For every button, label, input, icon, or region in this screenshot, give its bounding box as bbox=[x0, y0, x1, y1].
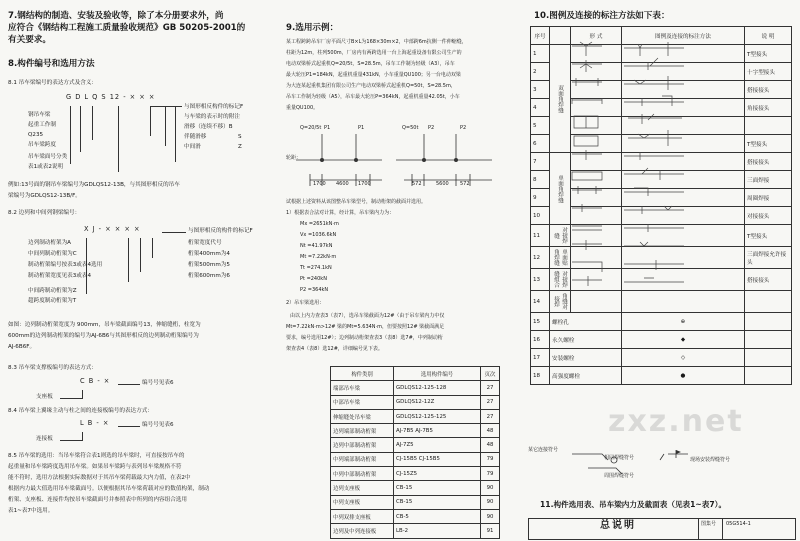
weld-desc bbox=[745, 117, 792, 135]
leader-line bbox=[152, 238, 153, 258]
example-line: 柱距为12m，柱列500m，厂房内有两跨选用一台上海起重设备有限公司生产的 bbox=[286, 50, 462, 56]
section-10-title: 10.图例及连接的标注方法如下表： bbox=[534, 11, 670, 21]
table-cell: AJ-7B5 AJ-7B5 bbox=[394, 424, 481, 438]
table-cell: LB-2 bbox=[394, 524, 481, 538]
section-8-5-line: 8.5 吊车梁的选用：当吊车梁符合表1则选的吊车梁时，可直接按吊车的 bbox=[8, 453, 185, 459]
gdl-label: 表1或表2说明 bbox=[28, 164, 64, 170]
gdl-right-label: 伴随滑移 bbox=[184, 134, 207, 140]
weld-desc: 周圈焊接 bbox=[745, 189, 792, 207]
group-label: 单面贴角焊缝 bbox=[550, 247, 571, 269]
row-number: 5 bbox=[531, 117, 550, 135]
xj-label: 超跨度制动桁架为T bbox=[28, 298, 77, 304]
erection-bolt-icon: ◇ bbox=[622, 349, 745, 367]
leader-line bbox=[165, 106, 166, 146]
table-cell: CJ-15B5 CJ-15B5 bbox=[394, 452, 481, 466]
leader-line bbox=[150, 106, 182, 107]
weld-desc: T型接头 bbox=[745, 45, 792, 63]
section-8-5-line: 表1~表7中选用。 bbox=[8, 508, 54, 514]
table-cell: 中列支座板 bbox=[331, 495, 394, 509]
table-cell: 边列端部制动桁架 bbox=[331, 424, 394, 438]
weld-desc: T型接头 bbox=[745, 225, 792, 247]
leader-line bbox=[70, 106, 71, 164]
table-cell: 中列双排支座板 bbox=[331, 509, 394, 523]
calc-line: 试根据上述资料从该图整吊车梁型号，制动桁架的截面并选用。 bbox=[286, 199, 427, 205]
cb-code: C B - × bbox=[80, 377, 111, 385]
table-row bbox=[331, 395, 500, 409]
section-8-3: 8.3 吊车梁支撑板编号的表达方式： bbox=[8, 365, 97, 371]
calc-line: Vx =1036.6kN bbox=[300, 232, 337, 238]
xj-right-label: 桁架宽度代号 bbox=[188, 240, 222, 246]
gdl-right-label: 中间滑 bbox=[184, 144, 201, 150]
dim-right: 572 bbox=[412, 181, 422, 187]
table-cell: CB-15 bbox=[394, 495, 481, 509]
table-row bbox=[331, 509, 500, 523]
xj-label: 中间列制动桁架为C bbox=[28, 251, 77, 257]
row-number: 8 bbox=[531, 171, 550, 189]
row-number: 13 bbox=[531, 269, 550, 291]
leader-line bbox=[92, 106, 93, 140]
lb-label-right: 编号号见表6 bbox=[142, 422, 174, 428]
group-label: 单面角焊缝 bbox=[550, 153, 571, 225]
weld-desc: 三面焊接 bbox=[745, 171, 792, 189]
table-cell: 端部吊车梁 bbox=[331, 381, 394, 395]
gdl-label: 吊车梁面号分类 bbox=[28, 154, 68, 160]
xj-right-label: 与图形相反的构件的标记F bbox=[188, 228, 253, 234]
table-cell: CB-5 bbox=[394, 509, 481, 523]
leader-line bbox=[82, 432, 83, 440]
section-7-line3: 有关要求。 bbox=[8, 35, 51, 45]
row-number: 7 bbox=[531, 153, 550, 171]
legend-symbols bbox=[568, 446, 768, 482]
table-row bbox=[331, 524, 500, 538]
weld-desc: 十字型接头 bbox=[745, 63, 792, 81]
gdl-label: 吊车梁跨度 bbox=[28, 142, 56, 148]
section-9-title: 9.选用示例： bbox=[286, 23, 339, 33]
table-header-row bbox=[331, 367, 500, 381]
example-line: 电动双梁桥式起重机Q=20/5t，S=28.5m，吊车工作制为轻级（A3），吊车 bbox=[286, 61, 455, 67]
weld-sketches bbox=[568, 40, 744, 360]
gdl-right-label: 与车梁的表示时的附注 bbox=[184, 114, 240, 120]
calc-line: 要求，编号选用12#）；边列制动桁架查表3（表8）选7#，中列制动桁 bbox=[286, 335, 443, 341]
example-2-line3: AJ-6B6F。 bbox=[8, 344, 36, 350]
section-7-line2: 应符合《钢结构工程施工质量验收规范》GB 50205-2001的 bbox=[8, 23, 246, 33]
table-header: 构件类别 bbox=[331, 367, 394, 381]
leader-line bbox=[60, 440, 83, 441]
bolt-hole-icon: ⊕ bbox=[622, 313, 745, 331]
example-2-line2: 600mm的边列制动桁架的编号为AJ-6B6与其图形相反的边列制动桁架编号为 bbox=[8, 333, 199, 339]
row-number: 14 bbox=[531, 291, 550, 313]
leader-line bbox=[80, 106, 81, 152]
weld-desc: 搭接接头 bbox=[745, 81, 792, 99]
watermark: zxz.net bbox=[608, 404, 744, 439]
calc-line: Tt =274.1kN bbox=[300, 265, 332, 271]
table-cell: CB-15 bbox=[394, 481, 481, 495]
table-cell: 伸缩缝处吊车梁 bbox=[331, 409, 394, 423]
table-cell: 27 bbox=[481, 409, 500, 423]
section-11: 11.构件选用表、吊车梁内力及截面表（见表1~表7）。 bbox=[540, 500, 727, 509]
leader-line bbox=[128, 238, 129, 282]
p-label: P2 bbox=[460, 125, 467, 131]
table-cell: 90 bbox=[481, 509, 500, 523]
title-block bbox=[528, 518, 796, 540]
xj-right-label: 桁架600mm为6 bbox=[188, 273, 230, 279]
dim-left: 1700 bbox=[313, 181, 326, 187]
weld-desc: 对接接头 bbox=[745, 207, 792, 225]
calc-line: Mt=7.22kN·m>12# 梁的Mt=5.634N·m，但要按照12# 梁截面满足 bbox=[286, 324, 445, 330]
group-label: 角缝对接焊 bbox=[550, 291, 571, 313]
table-header: 形 式 bbox=[571, 27, 622, 45]
example-line: 某工程跨跨吊车厂房平面尺寸B×L为168×30m×2，中部跨6m抗侧一件伸缩缝， bbox=[286, 39, 467, 45]
calc-line: Nt =41.97kN bbox=[300, 243, 333, 249]
bolt-label: 永久螺栓 bbox=[550, 331, 622, 349]
leader-line bbox=[140, 238, 141, 272]
gdl-right-code: Z bbox=[238, 144, 242, 150]
leader-line bbox=[162, 232, 186, 233]
xj-label: 制动桁架编号按表3或表4选用 bbox=[28, 262, 103, 268]
xj-right-label: 桁架400mm为4 bbox=[188, 251, 230, 257]
table-header: 说 明 bbox=[745, 27, 792, 45]
footer-code: 05G514-1 bbox=[726, 521, 751, 527]
cb-label-left: 支座板 bbox=[36, 394, 53, 400]
table-cell: 中列端部制动桁架 bbox=[331, 452, 394, 466]
table-cell: 中部吊车梁 bbox=[331, 395, 394, 409]
weld-desc: 搭接接头 bbox=[745, 153, 792, 171]
permanent-bolt-icon: ◆ bbox=[622, 331, 745, 349]
example-1-line1: 例如:13号面的钢吊车梁编号为GDLQS12-13B，与其图形相反的吊车 bbox=[8, 182, 180, 188]
weld-desc bbox=[745, 367, 792, 385]
gdl-label: Q235 bbox=[28, 132, 44, 138]
selection-table bbox=[330, 366, 500, 539]
table-cell: CJ-15Z5 bbox=[394, 467, 481, 481]
cb-label-right: 编号号见表6 bbox=[142, 380, 174, 386]
weld-desc: T型接头 bbox=[745, 135, 792, 153]
table-cell: 91 bbox=[481, 524, 500, 538]
table-header: 页次 bbox=[481, 367, 500, 381]
bolt-label: 高强度螺栓 bbox=[550, 367, 622, 385]
section-8-5-line: 起重量和吊车梁跨度选用吊车梁。如果吊车梁跨与表列吊车梁规格不符 bbox=[8, 464, 182, 470]
row-number: 9 bbox=[531, 189, 550, 207]
table-row bbox=[331, 424, 500, 438]
table-cell: 90 bbox=[481, 481, 500, 495]
row-number: 1 bbox=[531, 45, 550, 63]
example-1-line2: 梁编号为GDLQS12-13B/F。 bbox=[8, 193, 81, 199]
leader-line bbox=[118, 426, 140, 427]
section-8-2: 8.2 边列和中间列钢梁编号： bbox=[8, 210, 81, 216]
table-cell: GDLQS12-125-128 bbox=[394, 381, 481, 395]
gdl-label: 起重工作制 bbox=[28, 122, 56, 128]
row-number: 2 bbox=[531, 63, 550, 81]
high-strength-bolt-icon: ● bbox=[622, 367, 745, 385]
weld-desc: 搭接接头 bbox=[745, 269, 792, 291]
support-label: 轮距： bbox=[286, 155, 302, 161]
table-cell: 边列中部制动桁架 bbox=[331, 438, 394, 452]
table-header: 序号 bbox=[531, 27, 550, 45]
row-number: 18 bbox=[531, 367, 550, 385]
calc-line: Pt =240kN bbox=[300, 276, 327, 282]
example-line: 重量QU100。 bbox=[286, 105, 319, 111]
load-right: Q=50t bbox=[402, 125, 419, 131]
p-label: P1 bbox=[358, 125, 365, 131]
row-number: 11 bbox=[531, 225, 550, 247]
table-row bbox=[331, 409, 500, 423]
footer-title: 总说明 bbox=[600, 520, 636, 531]
table-cell: AJ-7Z5 bbox=[394, 438, 481, 452]
table-cell: 90 bbox=[481, 495, 500, 509]
example-line: 吊车工作制为轻级（A5），吊车最大轮压P=364kN，起重机重量42.05t，小车 bbox=[286, 94, 460, 100]
table-row bbox=[331, 495, 500, 509]
weld-desc bbox=[745, 349, 792, 367]
footer-label: 图集号 bbox=[701, 521, 717, 527]
dim-left: 1700 bbox=[358, 181, 371, 187]
title-block-divider bbox=[698, 518, 699, 539]
table-cell: 27 bbox=[481, 395, 500, 409]
table-cell: 边列及中列连接板 bbox=[331, 524, 394, 538]
row-number: 4 bbox=[531, 99, 550, 117]
calc-line: Mt =7.22kN·m bbox=[300, 254, 337, 260]
section-8-5-line: 能不符时，选用方法根据实际数据对于其吊车梁荷载最大内力值，在表2中 bbox=[8, 475, 191, 481]
calc-line: 架查表4（表8）选12#，详细编号见下表。 bbox=[286, 346, 383, 352]
table-cell: 边列支座板 bbox=[331, 481, 394, 495]
leader-line bbox=[118, 384, 140, 385]
gdl-right-label: 滑移（连续不移）B bbox=[184, 124, 233, 130]
table-header: 选用构件编号 bbox=[394, 367, 481, 381]
lb-code: L B - × bbox=[80, 419, 110, 427]
row-number: 15 bbox=[531, 313, 550, 331]
xj-right-label: 桁架500mm为5 bbox=[188, 262, 230, 268]
section-8-1: 8.1 吊车梁编号的表达方式及含义： bbox=[8, 80, 97, 86]
example-line: 最大轮压P1=184kN，起重机重量431kN，小车重量QU100；另一台电动双梁 bbox=[286, 72, 461, 78]
title-block-divider bbox=[722, 518, 723, 539]
row-number: 10 bbox=[531, 207, 550, 225]
table-row bbox=[331, 438, 500, 452]
table-row bbox=[331, 467, 500, 481]
row-number: 17 bbox=[531, 349, 550, 367]
xj-label: 中间跨制动桁架为Z bbox=[28, 288, 77, 294]
xj-code: X J - × × × × bbox=[84, 225, 141, 233]
leader-line bbox=[118, 106, 119, 172]
leader-line bbox=[82, 390, 83, 398]
gdl-code: G D L Q S 12 - × × × bbox=[66, 93, 156, 101]
section-8-title: 8.构件编号和选用方法 bbox=[8, 59, 95, 69]
calc-line: Mx =2651kN·m bbox=[300, 221, 339, 227]
group-label: 对接焊缝组合 bbox=[550, 269, 571, 291]
xj-label: 制动桁架宽度见表3或表4 bbox=[28, 273, 92, 279]
weld-desc: 角接接头 bbox=[745, 99, 792, 117]
table-row bbox=[531, 367, 792, 385]
row-number: 12 bbox=[531, 247, 550, 269]
section-8-4: 8.4 吊车梁上翼缘主动与柱之间的连接板编号的表达方式： bbox=[8, 408, 153, 414]
weld-desc bbox=[745, 291, 792, 313]
bolt-label: 安装螺栓 bbox=[550, 349, 622, 367]
dim-right: 572 bbox=[460, 181, 470, 187]
calc-line: 1）根据表合法对计算，经计算，吊车梁内力为： bbox=[286, 210, 395, 216]
example-line: 为大连某起重机集团有限公司生产电动双梁桥式起重机Q=50t，S=28.5m， bbox=[286, 83, 456, 89]
weld-desc: 三面焊接允许接头 bbox=[745, 247, 792, 269]
calc-line: 由以上内力查表3（表7），选吊车梁截面为12#（由于吊车梁内力中仅 bbox=[290, 313, 445, 319]
table-row bbox=[331, 381, 500, 395]
gdl-label: 钢吊车梁 bbox=[28, 112, 51, 118]
row-number: 3 bbox=[531, 81, 550, 99]
table-cell: 27 bbox=[481, 381, 500, 395]
weld-desc bbox=[745, 331, 792, 349]
p-label: P2 bbox=[428, 125, 435, 131]
dim-left: 4600 bbox=[336, 181, 349, 187]
table-cell: GDLQS12-12Z bbox=[394, 395, 481, 409]
table-row bbox=[331, 481, 500, 495]
table-cell: GDLQS12-125-125 bbox=[394, 409, 481, 423]
table-row bbox=[331, 452, 500, 466]
gdl-right-code: S bbox=[238, 134, 242, 140]
group-label: 双面角焊缝 bbox=[550, 45, 571, 153]
p-label: P1 bbox=[324, 125, 331, 131]
row-number: 6 bbox=[531, 135, 550, 153]
xj-label: 边列制动桁架为A bbox=[28, 240, 71, 246]
row-number: 16 bbox=[531, 331, 550, 349]
legend-same-weld-label: 相同焊缝符号 bbox=[604, 455, 635, 461]
legend-other-label: 某它连接符号 bbox=[528, 447, 559, 453]
weld-desc bbox=[745, 313, 792, 331]
table-cell: 中列中部制动桁架 bbox=[331, 467, 394, 481]
calc-line: 2）吊车梁选用： bbox=[286, 300, 325, 306]
leader-line bbox=[60, 398, 83, 399]
load-left: Q=20/5t bbox=[300, 125, 322, 131]
table-cell: 48 bbox=[481, 438, 500, 452]
table-header: 图例及连接的标注方法 bbox=[622, 27, 745, 45]
legend-around-weld-label: 周围焊缝符号 bbox=[604, 473, 635, 479]
section-8-5-line: 桁架、支座板、连接件均按吊车梁截面号并参照表中所列的内容组合选用 bbox=[8, 497, 188, 503]
dim-right: 5600 bbox=[436, 181, 449, 187]
legend-site-weld-label: 现场安装焊缝符号 bbox=[690, 457, 731, 463]
section-7-line1: 7.钢结构的制造、安装及验收等，除了本分册要求外，尚 bbox=[8, 11, 224, 21]
table-cell: 79 bbox=[481, 452, 500, 466]
table-cell: 79 bbox=[481, 467, 500, 481]
table-cell: 48 bbox=[481, 424, 500, 438]
bolt-label: 螺栓孔 bbox=[550, 313, 622, 331]
leader-line bbox=[150, 106, 151, 136]
gdl-right-label: 与图形相反构件的标记F bbox=[184, 104, 244, 110]
group-label: 对接焊缝 bbox=[550, 225, 571, 247]
section-8-5-line: 根据内力最大值选用吊车梁截面号。以便根据其吊车梁荷载对应的数值构架，制动 bbox=[8, 486, 210, 492]
leader-line bbox=[175, 106, 176, 162]
example-2-line1: 如图：边列制动桁架宽度为 900mm，吊车梁截面编号13，伸缩缝桁，柱宽为 bbox=[8, 322, 201, 328]
calc-line: P2 =364kN bbox=[300, 287, 329, 293]
lb-label-left: 连接板 bbox=[36, 436, 53, 442]
